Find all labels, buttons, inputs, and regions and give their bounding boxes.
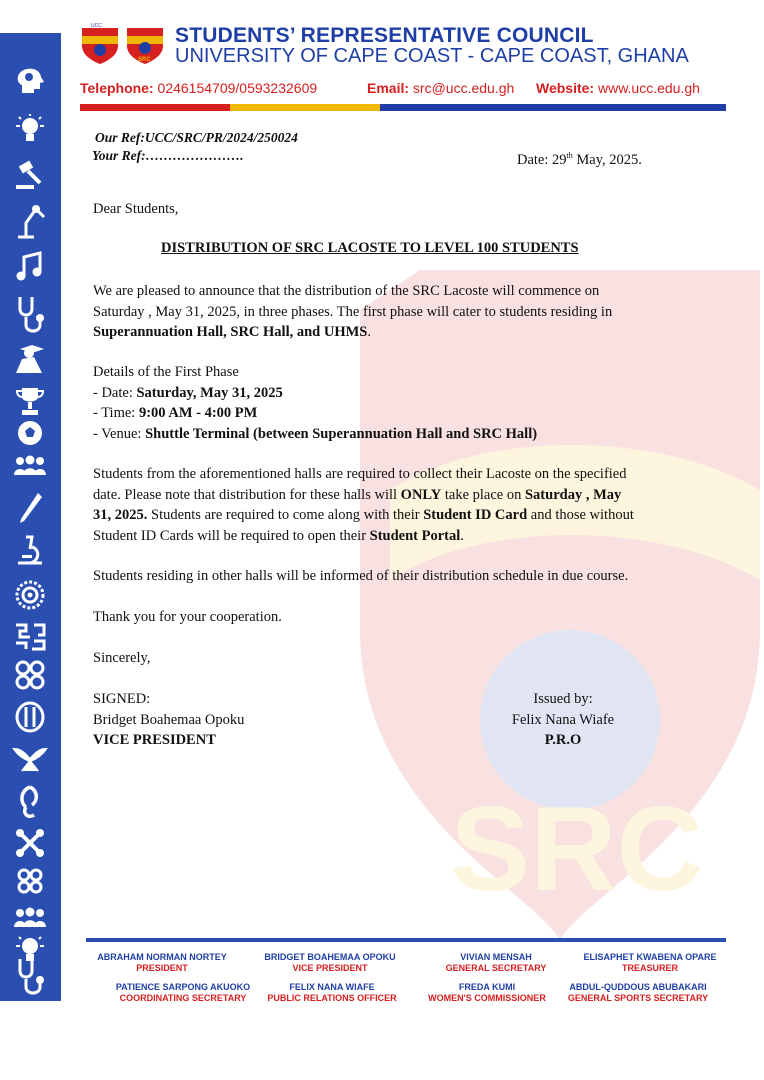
signer-title: VICE PRESIDENT bbox=[93, 732, 216, 748]
adinkra-cross-icon bbox=[12, 827, 48, 859]
brain-icon bbox=[12, 65, 48, 97]
footer-role: GENERAL SECRETARY bbox=[445, 963, 547, 973]
telephone-label: Telephone: bbox=[80, 80, 154, 96]
our-ref: Our Ref:UCC/SRC/PR/2024/250024 bbox=[95, 130, 298, 145]
letter-date: Date: 29th May, 2025. bbox=[517, 151, 642, 168]
website-label: Website: bbox=[536, 80, 595, 96]
footer-name: ABRAHAM NORMAN NORTEY bbox=[97, 952, 227, 962]
website-link[interactable]: www.ucc.edu.gh bbox=[597, 80, 700, 96]
adinkra-sankofa-icon bbox=[12, 783, 48, 821]
email-link[interactable]: src@ucc.edu.gh bbox=[412, 80, 515, 96]
adinkra-shield-icon bbox=[12, 701, 48, 733]
adinkra-sun-icon bbox=[12, 579, 48, 611]
your-ref: Your Ref:…………………. bbox=[92, 148, 244, 163]
music-icon bbox=[12, 251, 48, 283]
footer-role: COORDINATING SECRETARY bbox=[119, 993, 247, 1003]
issuer-block bbox=[506, 689, 620, 751]
footer-name: BRIDGET BOAHEMAA OPOKU bbox=[264, 952, 396, 962]
footer-role: PUBLIC RELATIONS OFFICER bbox=[267, 993, 397, 1003]
ucc-crest-logo bbox=[80, 22, 120, 66]
council-name: STUDENTS’ REPRESENTATIVE COUNCIL bbox=[175, 24, 594, 47]
footer-name: FREDA KUMI bbox=[458, 982, 516, 992]
svg-text:UCC: UCC bbox=[91, 23, 102, 29]
footer-role: VICE PRESIDENT bbox=[292, 963, 368, 973]
footer-name: VIVIAN MENSAH bbox=[460, 952, 532, 962]
soccer-ball-icon bbox=[12, 417, 48, 449]
issuer-name: Felix Nana Wiafe bbox=[511, 711, 615, 728]
issued-label: Issued by: bbox=[533, 691, 593, 707]
footer-role: TREASURER bbox=[621, 963, 678, 973]
adinkra-maze-icon bbox=[12, 621, 48, 653]
microscope-icon bbox=[12, 535, 48, 567]
footer-name: ELISAPHET KWABENA OPARE bbox=[583, 952, 717, 962]
graduate-icon bbox=[12, 343, 48, 375]
paragraph-1: We are pleased to announce that the distribution of the SRC Lacoste will commence on Saturday , May 31, 2025, in three phases. The first phase will cater to students residing in Superannuation Hall, SRC Hall, and UHMS. bbox=[93, 283, 613, 340]
issuer-title: P.R.O bbox=[544, 732, 582, 748]
paragraph-3: Students residing in other halls will be informed of their distribution schedule in due course. bbox=[93, 568, 629, 584]
team-icon bbox=[12, 451, 48, 483]
footer-divider bbox=[86, 938, 726, 942]
website-line bbox=[536, 80, 700, 96]
salutation: Dear Students, bbox=[93, 201, 179, 217]
gavel-icon bbox=[12, 159, 48, 191]
bulb-icon bbox=[12, 113, 48, 145]
trophy-icon bbox=[12, 385, 48, 417]
email-label: Email: bbox=[367, 80, 410, 96]
team2-icon bbox=[12, 903, 48, 935]
letter-title: DISTRIBUTION OF SRC LACOSTE TO LEVEL 100 STUDENTS bbox=[161, 240, 579, 256]
footer-role: PRESIDENT bbox=[136, 963, 188, 973]
footer-name: PATIENCE SARPONG AKUOKO bbox=[115, 982, 251, 992]
paragraph-4: Thank you for your cooperation. bbox=[93, 609, 282, 625]
lab-lamp-icon bbox=[12, 201, 48, 239]
footer-name: ABDUL-QUDDOUS ABUBAKARI bbox=[569, 982, 707, 992]
signed-label: SIGNED: bbox=[93, 691, 151, 707]
header-color-stripe bbox=[80, 104, 726, 111]
stethoscope-icon bbox=[12, 295, 48, 335]
footer-role: GENERAL SPORTS SECRETARY bbox=[567, 993, 709, 1003]
pen-icon bbox=[12, 489, 48, 529]
university-name: UNIVERSITY OF CAPE COAST - CAPE COAST, GHANA bbox=[175, 45, 689, 67]
email-line bbox=[367, 80, 514, 96]
adinkra-knot-icon bbox=[12, 659, 48, 691]
telephone-line bbox=[80, 80, 317, 96]
signer-name: Bridget Boahemaa Opoku bbox=[93, 711, 245, 728]
sidebar-icon-strip bbox=[0, 33, 61, 1001]
src-crest-logo bbox=[125, 22, 165, 66]
adinkra-flower-icon bbox=[12, 865, 48, 897]
stethoscope2-icon bbox=[12, 957, 48, 997]
first-phase-details: Details of the First Phase - Date: Saturday, May 31, 2025 - Time: 9:00 AM - 4:00 PM - Venue: Shuttle Terminal (between Superannuation Hall and SRC Hall) bbox=[93, 364, 538, 442]
svg-text:SRC: SRC bbox=[450, 782, 704, 916]
footer-name: FELIX NANA WIAFE bbox=[289, 982, 375, 992]
paragraph-2: Students from the aforementioned halls are required to collect their Lacoste on the specified date. Please note that distribution for these halls will ONLY take place on Saturday , May 31, 2025. Students are required to come along with their Student ID Card and those without Student ID Cards will be required to open their Student Portal. bbox=[93, 466, 634, 544]
signature-block bbox=[93, 689, 244, 751]
svg-text:SRC: SRC bbox=[138, 57, 151, 63]
watermark-logo bbox=[360, 250, 764, 950]
closing: Sincerely, bbox=[93, 650, 151, 666]
adinkra-wings-icon bbox=[12, 743, 48, 775]
telephone-value[interactable]: 0246154709/0593232609 bbox=[157, 80, 318, 96]
footer-role: WOMEN'S COMMISSIONER bbox=[428, 993, 546, 1003]
